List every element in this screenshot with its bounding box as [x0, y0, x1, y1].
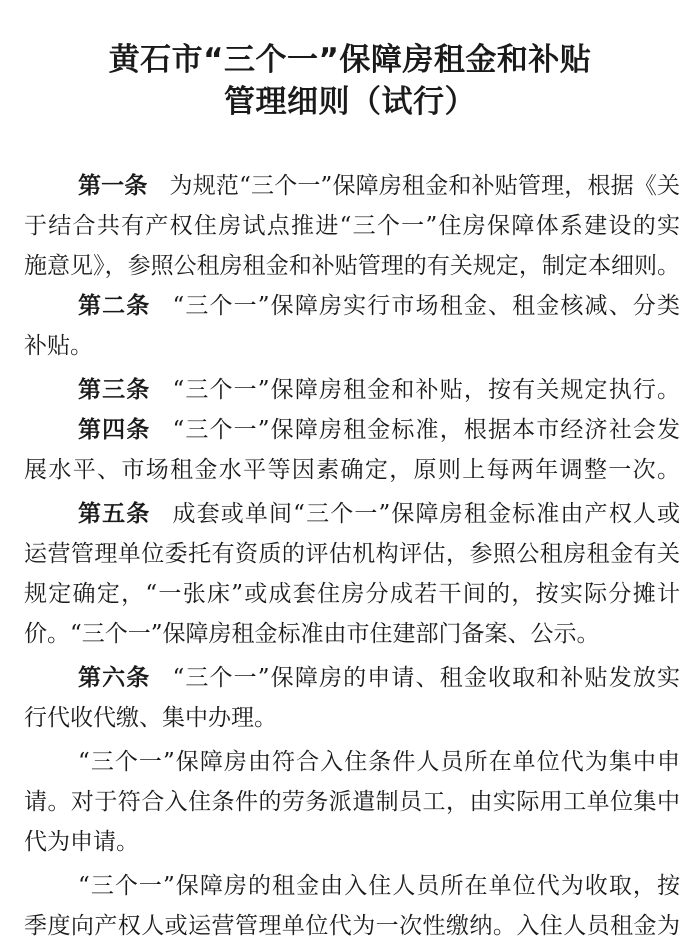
article-4-line-2: 展水平、市场租金水平等因素确定，原则上每两年调整一次。	[24, 457, 680, 483]
paragraph-1-line-1: “三个一”保障房由符合入住条件人员所在单位代为集中申	[78, 749, 680, 775]
article-1-line-3: 施意见》，参照公租房租金和补贴管理的有关规定，制定本细则。	[24, 253, 680, 279]
article-1-label: 第一条	[78, 173, 148, 199]
article-5-line-1	[78, 494, 680, 534]
article-4-line-1	[78, 410, 680, 450]
paragraph-1-line-3: 代为申请。	[24, 829, 139, 855]
article-6-line-2: 行代收代缴、集中办理。	[24, 705, 277, 731]
article-1-line-2: 于结合共有产权住房试点推进“三个一”住房保障体系建设的实	[24, 213, 680, 239]
article-5-line-3: 规定确定，“一张床”或成套住房分成若干间的，按实际分摊计	[24, 581, 680, 607]
article-6-text-1: “三个一”保障房的申请、租金收取和补贴发放实	[172, 665, 680, 691]
article-4-text-1: “三个一”保障房租金标准，根据本市经济社会发	[172, 417, 680, 443]
article-5-line-2: 运营管理单位委托有资质的评估机构评估，参照公租房租金有关	[24, 541, 680, 567]
article-5-line-4: 价。“三个一”保障房租金标准由市住建部门备案、公示。	[24, 621, 600, 647]
document-title-line-2: 管理细则（试行）	[224, 84, 476, 120]
article-5-text-1: 成套或单间“三个一”保障房租金标准由产权人或	[172, 501, 680, 527]
article-1-text-1: 为规范“三个一”保障房租金和补贴管理，根据《关	[169, 173, 680, 199]
article-2-text-1: “三个一”保障房实行市场租金、租金核减、分类	[172, 293, 680, 319]
article-6-line-1	[78, 658, 680, 698]
document-title-line-1: 黄石市“三个一”保障房租金和补贴	[108, 42, 592, 78]
article-6-label: 第六条	[78, 665, 151, 691]
article-2-label: 第二条	[78, 293, 151, 319]
article-4-label: 第四条	[78, 417, 151, 443]
article-2-line-2: 补贴。	[24, 333, 93, 359]
paragraph-1-line-2: 请。对于符合入住条件的劳务派遣制员工，由实际用工单位集中	[24, 789, 680, 815]
article-5-label: 第五条	[78, 501, 151, 527]
paragraph-2-line-2: 季度向产权人或运营管理单位代为一次性缴纳。入住人员租金为	[24, 913, 680, 939]
paragraph-2-line-1: “三个一”保障房的租金由入住人员所在单位代为收取，按	[78, 873, 680, 899]
article-1-line-1	[78, 166, 680, 206]
article-3-line-1	[78, 370, 680, 410]
article-3-text-1: “三个一”保障房租金和补贴，按有关规定执行。	[172, 377, 680, 403]
article-3-label: 第三条	[78, 377, 151, 403]
article-2-line-1	[78, 286, 680, 326]
